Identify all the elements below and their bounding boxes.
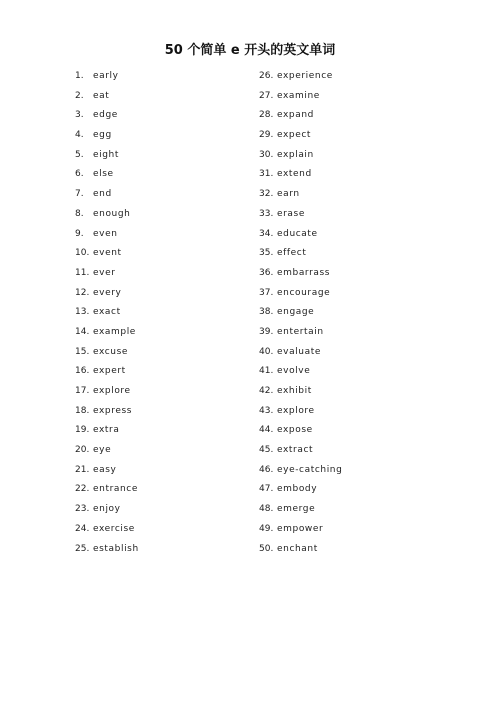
item-number: 22. <box>75 484 90 495</box>
item-word: even <box>93 228 118 239</box>
item-number: 16. <box>75 366 90 377</box>
item-word: every <box>93 287 122 298</box>
list-item <box>75 422 139 442</box>
item-word: experience <box>277 71 333 81</box>
item-number: 18. <box>75 405 90 416</box>
list-item <box>75 462 139 482</box>
list-item <box>75 285 139 305</box>
item-number: 4. <box>75 130 84 141</box>
list-item <box>75 541 139 561</box>
item-word: end <box>93 189 112 200</box>
item-number: 30. <box>259 149 274 160</box>
list-item <box>75 68 139 88</box>
item-word: embody <box>277 484 318 495</box>
item-word: erase <box>277 208 305 219</box>
item-number: 2. <box>75 90 84 101</box>
item-number: 5. <box>75 149 84 160</box>
item-word: expert <box>93 366 126 377</box>
list-item <box>75 304 139 324</box>
item-word: expose <box>277 425 313 436</box>
list-item <box>75 363 139 383</box>
item-word: eight <box>93 149 119 160</box>
item-number: 3. <box>75 110 84 121</box>
list-item <box>259 501 342 521</box>
item-number: 21. <box>75 464 90 475</box>
list-item <box>259 107 342 127</box>
item-word: encourage <box>277 287 331 298</box>
item-word: explore <box>93 386 131 396</box>
item-number: 48. <box>259 504 274 515</box>
list-item <box>259 88 342 108</box>
item-word: establish <box>93 543 139 554</box>
item-number: 34. <box>259 228 274 239</box>
item-number: 24. <box>75 523 90 534</box>
list-item <box>259 383 342 403</box>
item-number: 37. <box>259 287 274 298</box>
list-item <box>259 422 342 442</box>
list-item <box>75 166 139 186</box>
item-number: 43. <box>259 405 274 416</box>
item-word: else <box>93 169 114 180</box>
item-number: 11. <box>75 267 90 278</box>
item-word: enough <box>93 208 131 219</box>
list-item <box>259 481 342 501</box>
list-item <box>75 107 139 127</box>
list-item <box>259 462 342 482</box>
item-number: 19. <box>75 425 90 436</box>
list-item <box>75 265 139 285</box>
item-word: explain <box>277 149 314 160</box>
item-number: 12. <box>75 287 90 298</box>
list-item <box>259 285 342 305</box>
item-number: 45. <box>259 445 274 456</box>
list-item <box>259 127 342 147</box>
list-item <box>259 324 342 344</box>
list-item <box>75 147 139 167</box>
item-word: enjoy <box>93 504 121 515</box>
list-item <box>75 481 139 501</box>
item-number: 31. <box>259 169 274 180</box>
item-word: extend <box>277 169 312 180</box>
list-item <box>259 521 342 541</box>
item-number: 28. <box>259 110 274 121</box>
list-item <box>75 501 139 521</box>
item-word: eye <box>93 445 112 456</box>
page-title: 50 个简单 e 开头的英文单词 <box>164 43 336 58</box>
list-item <box>75 521 139 541</box>
list-item <box>259 541 342 561</box>
item-word: express <box>93 405 133 416</box>
word-list-right <box>259 68 342 560</box>
item-word: embarrass <box>277 267 331 278</box>
item-word: exact <box>93 307 121 318</box>
item-number: 47. <box>259 484 274 495</box>
list-item <box>259 147 342 167</box>
item-word: evaluate <box>277 346 321 357</box>
item-word: extract <box>277 445 314 456</box>
list-item <box>75 127 139 147</box>
item-number: 27. <box>259 90 274 101</box>
list-item <box>259 265 342 285</box>
item-number: 23. <box>75 504 90 515</box>
list-item <box>259 166 342 186</box>
item-number: 29. <box>259 130 274 141</box>
item-number: 10. <box>75 248 90 259</box>
item-number: 35. <box>259 248 274 259</box>
item-number: 42. <box>259 386 274 396</box>
list-item <box>259 344 342 364</box>
item-word: excuse <box>93 346 129 357</box>
item-word: expand <box>277 110 314 121</box>
item-word: enchant <box>277 543 318 554</box>
item-word: early <box>93 71 119 81</box>
item-word: example <box>93 326 136 337</box>
item-word: event <box>93 248 122 259</box>
list-item <box>75 324 139 344</box>
list-item <box>259 226 342 246</box>
item-word: edge <box>93 110 118 121</box>
item-word: ever <box>93 267 116 278</box>
list-item <box>259 186 342 206</box>
item-number: 39. <box>259 326 274 337</box>
list-item <box>75 226 139 246</box>
list-item <box>259 442 342 462</box>
item-number: 15. <box>75 346 90 357</box>
item-word: engage <box>277 307 315 318</box>
item-word: examine <box>277 90 320 101</box>
list-item <box>259 68 342 88</box>
list-item <box>75 442 139 462</box>
item-number: 38. <box>259 307 274 318</box>
item-word: easy <box>93 464 117 475</box>
list-item <box>75 403 139 423</box>
list-item <box>75 344 139 364</box>
item-word: empower <box>277 523 324 534</box>
word-list-left <box>75 68 139 560</box>
item-word: explore <box>277 405 315 416</box>
item-word: evolve <box>277 366 311 377</box>
list-item <box>259 363 342 383</box>
item-word: eat <box>93 90 110 101</box>
item-word: expect <box>277 130 312 141</box>
item-word: emerge <box>277 504 316 515</box>
list-item <box>259 245 342 265</box>
item-word: egg <box>93 130 112 141</box>
item-number: 26. <box>259 71 274 81</box>
list-item <box>75 383 139 403</box>
item-number: 6. <box>75 169 84 180</box>
item-number: 40. <box>259 346 274 357</box>
item-word: entertain <box>277 326 324 337</box>
item-number: 13. <box>75 307 90 318</box>
list-item <box>75 88 139 108</box>
item-word: exercise <box>93 523 135 534</box>
list-item <box>259 304 342 324</box>
list-item <box>75 245 139 265</box>
item-number: 7. <box>75 189 84 200</box>
item-number: 20. <box>75 445 90 456</box>
item-number: 17. <box>75 386 90 396</box>
item-number: 25. <box>75 543 90 554</box>
list-item <box>75 206 139 226</box>
item-word: effect <box>277 248 307 259</box>
item-number: 50. <box>259 543 274 554</box>
item-number: 46. <box>259 464 274 475</box>
item-word: exhibit <box>277 386 312 396</box>
item-number: 33. <box>259 208 274 219</box>
item-number: 9. <box>75 228 84 239</box>
item-word: eye-catching <box>277 464 343 475</box>
item-word: entrance <box>93 484 138 495</box>
item-number: 49. <box>259 523 274 534</box>
item-number: 41. <box>259 366 274 377</box>
item-number: 14. <box>75 326 90 337</box>
item-word: extra <box>93 425 120 436</box>
item-word: educate <box>277 228 318 239</box>
item-number: 44. <box>259 425 274 436</box>
item-number: 32. <box>259 189 274 200</box>
item-number: 8. <box>75 208 84 219</box>
list-item <box>75 186 139 206</box>
item-word: earn <box>277 189 300 200</box>
list-item <box>259 206 342 226</box>
item-number: 36. <box>259 267 274 278</box>
item-number: 1. <box>75 71 84 81</box>
list-item <box>259 403 342 423</box>
